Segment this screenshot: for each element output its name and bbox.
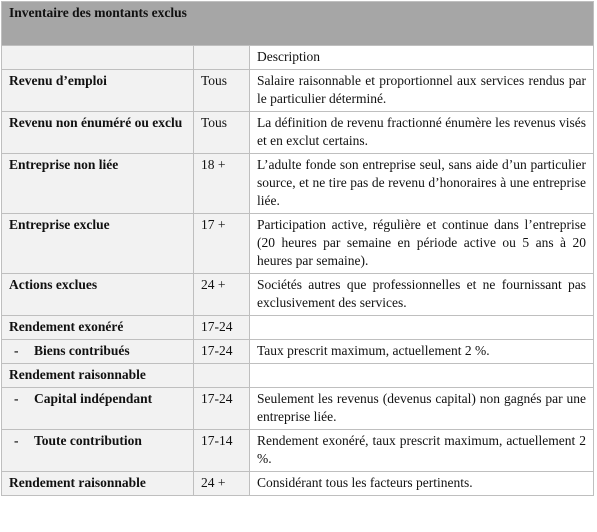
table-title-row xyxy=(2,2,594,46)
row-label-text: Rendement exonéré xyxy=(9,319,124,334)
row-label xyxy=(2,214,194,274)
row-description: Considérant tous les facteurs pertinents. xyxy=(250,472,594,496)
row-description xyxy=(250,316,594,340)
row-label-text: Rendement raisonnable xyxy=(9,367,146,382)
header-label-cell xyxy=(2,46,194,70)
row-description xyxy=(250,364,594,388)
row-age xyxy=(194,364,250,388)
row-age: 24 + xyxy=(194,472,250,496)
table-row xyxy=(2,316,594,340)
row-description: Seulement les revenus (devenus capital) non gagnés par une entreprise liée. xyxy=(250,388,594,430)
row-label-text: Capital indépendant xyxy=(34,391,153,406)
row-label xyxy=(2,274,194,316)
row-age: Tous xyxy=(194,112,250,154)
row-label xyxy=(2,70,194,112)
row-description: Sociétés autres que professionnelles et ne fournissant pas exclusivement des services. xyxy=(250,274,594,316)
table-row xyxy=(2,340,594,364)
row-label-text: Biens contribués xyxy=(34,343,130,358)
header-age-cell xyxy=(194,46,250,70)
sub-item-dash: - xyxy=(14,433,19,448)
table-row xyxy=(2,388,594,430)
row-label xyxy=(2,388,194,430)
table-row xyxy=(2,70,594,112)
row-description: L’adulte fonde son entreprise seul, sans aide d’un particulier source, et ne tire pas de revenu d’honoraires à une entreprise liée. xyxy=(250,154,594,214)
table-header-row xyxy=(2,46,594,70)
row-age: 17-24 xyxy=(194,388,250,430)
table-row xyxy=(2,112,594,154)
row-label-text: Rendement raisonnable xyxy=(9,475,146,490)
table-body xyxy=(2,70,594,496)
row-age: 17-14 xyxy=(194,430,250,472)
table-row xyxy=(2,274,594,316)
row-label xyxy=(2,430,194,472)
row-age: 18 + xyxy=(194,154,250,214)
row-description: Participation active, régulière et continue dans l’entreprise (20 heures par semaine en période active ou 5 ans à 20 heures par semaine). xyxy=(250,214,594,274)
row-description: Salaire raisonnable et proportionnel aux services rendus par le particulier déterminé. xyxy=(250,70,594,112)
row-label xyxy=(2,112,194,154)
row-label xyxy=(2,364,194,388)
table-title: Inventaire des montants exclus xyxy=(2,2,594,46)
table-row xyxy=(2,154,594,214)
sub-item-dash: - xyxy=(14,343,19,358)
row-description: Taux prescrit maximum, actuellement 2 %. xyxy=(250,340,594,364)
row-age: 17 + xyxy=(194,214,250,274)
header-description: Description xyxy=(250,46,594,70)
row-label-text: Actions exclues xyxy=(9,277,98,292)
row-label-text: Entreprise exclue xyxy=(9,217,110,232)
row-description: Rendement exonéré, taux prescrit maximum, actuellement 2 %. xyxy=(250,430,594,472)
table-row xyxy=(2,364,594,388)
row-description: La définition de revenu fractionné énumère les revenus visés et en exclut certains. xyxy=(250,112,594,154)
row-label-text: Revenu non énuméré ou exclu xyxy=(9,115,183,130)
row-age: Tous xyxy=(194,70,250,112)
row-label xyxy=(2,316,194,340)
row-age: 17-24 xyxy=(194,340,250,364)
sub-item-dash: - xyxy=(14,391,19,406)
table-row xyxy=(2,214,594,274)
row-age: 17-24 xyxy=(194,316,250,340)
row-label-text: Revenu d’emploi xyxy=(9,73,107,88)
row-label xyxy=(2,154,194,214)
row-age: 24 + xyxy=(194,274,250,316)
table-row xyxy=(2,430,594,472)
row-label-text: Entreprise non liée xyxy=(9,157,119,172)
row-label-text: Toute contribution xyxy=(34,433,142,448)
row-label xyxy=(2,340,194,364)
row-label xyxy=(2,472,194,496)
excluded-amounts-table xyxy=(1,1,594,496)
table-row xyxy=(2,472,594,496)
